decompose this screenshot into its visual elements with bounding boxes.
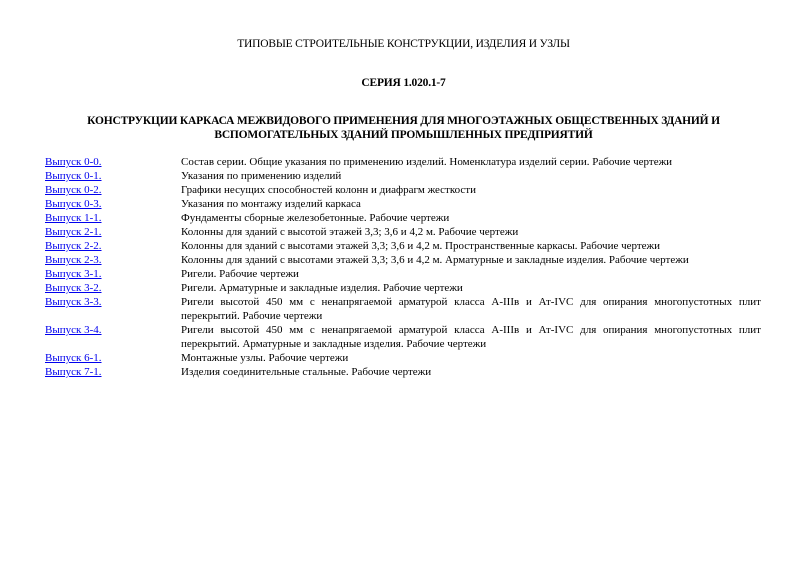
issue-description: Ригели высотой 450 мм с ненапрягаемой арматурой класса А-IIIв и Ат-IVС для опирания многопустотных плит перекрытий. Рабочие чертежи	[181, 296, 761, 322]
list-item	[45, 295, 761, 323]
list-item	[45, 211, 761, 225]
subtitle-line-1: КОНСТРУКЦИИ КАРКАСА МЕЖВИДОВОГО ПРИМЕНЕНИЯ ДЛЯ МНОГОЭТАЖНЫХ ОБЩЕСТВЕННЫХ ЗДАНИЙ И	[87, 115, 720, 127]
list-item	[45, 197, 761, 211]
issue-link[interactable]: Выпуск 1-1.	[45, 212, 102, 224]
issue-description: Колонны для зданий с высотами этажей 3,3; 3,6 и 4,2 м. Арматурные и закладные изделия. Рабочие чертежи	[181, 254, 689, 266]
issue-link[interactable]: Выпуск 3-3.	[45, 296, 102, 308]
list-item	[45, 239, 761, 253]
list-item	[45, 183, 761, 197]
issue-link[interactable]: Выпуск 6-1.	[45, 352, 102, 364]
issue-description: Монтажные узлы. Рабочие чертежи	[181, 352, 349, 364]
issue-description: Указания по применению изделий	[181, 170, 342, 182]
issue-link[interactable]: Выпуск 0-3.	[45, 198, 102, 210]
list-item	[45, 169, 761, 183]
list-item	[45, 155, 761, 169]
issue-link[interactable]: Выпуск 0-1.	[45, 170, 102, 182]
list-item	[45, 253, 761, 267]
list-item	[45, 225, 761, 239]
list-item	[45, 281, 761, 295]
issue-description: Ригели. Рабочие чертежи	[181, 268, 299, 280]
issue-link[interactable]: Выпуск 3-1.	[45, 268, 102, 280]
issue-link[interactable]: Выпуск 0-0.	[45, 156, 102, 168]
list-item	[45, 365, 761, 379]
issue-description: Ригели высотой 450 мм с ненапрягаемой арматурой класса А-IIIв и Ат-IVС для опирания многопустотных плит перекрытий. Арматурные и закладные изделия. Рабочие чертежи	[181, 324, 761, 350]
issue-description: Колонны для зданий с высотами этажей 3,3; 3,6 и 4,2 м. Пространственные каркасы. Рабочие чертежи	[181, 240, 661, 252]
issue-link[interactable]: Выпуск 2-2.	[45, 240, 102, 252]
issue-description: Указания по монтажу изделий каркаса	[181, 198, 361, 210]
subtitle-line-2: ВСПОМОГАТЕЛЬНЫХ ЗДАНИЙ ПРОМЫШЛЕННЫХ ПРЕДПРИЯТИЙ	[214, 129, 593, 141]
document-subtitle	[0, 114, 807, 142]
list-item	[45, 323, 761, 351]
issues-list	[45, 155, 761, 379]
issue-description: Изделия соединительные стальные. Рабочие чертежи	[181, 366, 432, 378]
issue-link[interactable]: Выпуск 3-2.	[45, 282, 102, 294]
issue-link[interactable]: Выпуск 2-1.	[45, 226, 102, 238]
series-title: СЕРИЯ 1.020.1-7	[361, 77, 446, 89]
issue-description: Фундаменты сборные железобетонные. Рабочие чертежи	[181, 212, 450, 224]
list-item	[45, 267, 761, 281]
issue-description: Состав серии. Общие указания по применению изделий. Номенклатура изделий серии. Рабочие чертежи	[181, 156, 673, 168]
issue-description: Ригели. Арматурные и закладные изделия. Рабочие чертежи	[181, 282, 463, 294]
document-title: ТИПОВЫЕ СТРОИТЕЛЬНЫЕ КОНСТРУКЦИИ, ИЗДЕЛИЯ И УЗЛЫ	[237, 38, 570, 50]
issue-description: Графики несущих способностей колонн и диафрагм жесткости	[181, 184, 477, 196]
issue-description: Колонны для зданий с высотой этажей 3,3; 3,6 и 4,2 м. Рабочие чертежи	[181, 226, 519, 238]
list-item	[45, 351, 761, 365]
issue-link[interactable]: Выпуск 2-3.	[45, 254, 102, 266]
issue-link[interactable]: Выпуск 7-1.	[45, 366, 102, 378]
issue-link[interactable]: Выпуск 3-4.	[45, 324, 102, 336]
issue-link[interactable]: Выпуск 0-2.	[45, 184, 102, 196]
